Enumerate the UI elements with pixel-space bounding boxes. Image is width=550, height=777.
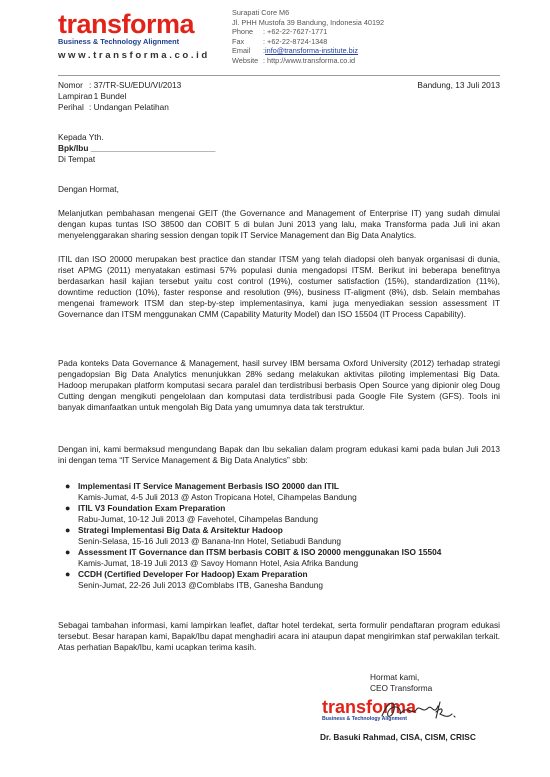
logo-tagline-small: Business & Technology Alignment [322, 716, 408, 722]
list-item [58, 481, 500, 503]
website-value: : http://www.transforma.co.id [263, 55, 356, 65]
phone-label: Phone [232, 27, 254, 37]
letterhead-divider [58, 75, 500, 76]
greeting: Dengan Hormat, [58, 184, 119, 194]
company-building: Surapati Core M6 [232, 8, 290, 17]
recipient-line-2: Bpk/Ibu ___________________________ [58, 143, 216, 153]
event-title: Assessment IT Governance dan ITSM berbasis COBIT & ISO 20000 menggunakan ISO 15504 [78, 547, 442, 557]
bullet-icon: ● [65, 503, 71, 513]
event-detail: Senin-Jumat, 22-26 Juli 2013 @Comblabs ITB, Ganesha Bandung [78, 580, 324, 590]
list-item [58, 503, 500, 525]
event-title: Strategi Implementasi Big Data & Arsitektur Hadoop [78, 525, 283, 535]
recipient-block [58, 132, 215, 165]
nomor-value: : 37/TR-SU/EDU/VI/2013 [89, 80, 182, 90]
event-list [58, 481, 500, 591]
lampiran-label: Lampiran [58, 91, 93, 101]
letterhead-address [232, 8, 384, 66]
signer-name: Dr. Basuki Rahmad, CISA, CISM, CRISC [320, 732, 476, 742]
logo-website: www.transforma.co.id [58, 50, 210, 61]
fax-label: Fax [232, 36, 245, 46]
bullet-icon: ● [65, 547, 71, 557]
company-logo [58, 10, 218, 62]
website-label: Website [232, 55, 259, 65]
list-item [58, 569, 500, 591]
fax-value: : +62-22-8724-1348 [263, 36, 328, 46]
paragraph-3: Pada konteks Data Governance & Management, hasil survey IBM bersama Oxford University (2012) terhadap strategi pengadopsian Big Data Analytics menunjukkan 28% sedang melakukan aktivitas piloting implementasi Big Data. Hadoop merupakan platform komputasi secara paralel dan terdistribusi berbasis Open Source yang dipionir oleg Doug Cutting dengan mengikuti pengelolaan dan komputasi data terdistribusi pada Google File System (GFS). Tools ini banyak dimanfaatkan untuk mengolah Big Data yang umumnya data tak terstruktur. [58, 358, 500, 412]
list-item [58, 525, 500, 547]
nomor-label: Nomor [58, 80, 83, 90]
bullet-icon: ● [65, 481, 71, 491]
recipient-line-3: Di Tempat [58, 154, 96, 164]
bullet-icon: ● [65, 525, 71, 535]
bullet-icon: ● [65, 569, 71, 579]
handwritten-signature [378, 696, 458, 726]
lampiran-value: : 1 Bundel [89, 91, 127, 101]
email-link[interactable]: info@transforma-institute.biz [265, 46, 359, 56]
phone-value: : +62-22-7627-1771 [263, 27, 328, 37]
perihal-label: Perihal [58, 102, 84, 112]
paragraph-2: ITIL dan ISO 20000 merupakan best practice dan standar ITSM yang telah diadopsi oleh banyak organisasi di dunia, riset APMG (2011) menyatakan estimasi 57% populasi dunia mengadopsi ITSM. Berikut ini beberapa benefitnya berdasarkan hasil kajian tersebut yaitu cost control (19%), costumer satisfaction (15%), standardization (11%), downtime reduction (10%), faster response and resolution (9%), business IT-aligment (8%), dsb. Selain membahas mengenai framework ITSM dan step-by-step implementasinya, kami juga menyediakan session assessment IT Governance dan ITSM menggunakan CMM (Capability Maturity Model) dan ISO 15504 (IT Process Capability). [58, 254, 500, 319]
event-detail: Kamis-Jumat, 4-5 Juli 2013 @ Aston Tropicana Hotel, Cihampelas Bandung [78, 492, 357, 502]
paragraph-1: Melanjutkan pembahasan mengenai GEIT (the Governance and Management of Enterprise IT) yang sudah dimulai dengan kupas tuntas ISO 38500 dan COBIT 5 di bulan Juni 2013 yang lalu, maka Transforma pada Juli ini akan menyelenggarakan sharing session dengan topik IT Service Management dan Big Data Analytics. [58, 208, 500, 240]
closing-line-2: CEO Transforma [370, 683, 433, 693]
company-street: Jl. PHH Mustofa 39 Bandung, Indonesia 40192 [232, 17, 385, 27]
event-detail: Kamis-Jumat, 18-19 Juli 2013 @ Savoy Homann Hotel, Asia Afrika Bandung [78, 558, 359, 568]
closing-paragraph: Sebagai tambahan informasi, kami lampirkan leaflet, daftar hotel terdekat, serta formulir pendaftaran program edukasi tersebut. Besar harapan kami, Bapak/Ibu dapat menghadiri acara ini ataupun dapat mengirimkan staf perwakilan terkait. Atas perhatian Bapak/Ibu, kami ucapkan terima kasih. [58, 620, 500, 652]
closing-block [370, 672, 432, 694]
event-detail: Rabu-Jumat, 10-12 Juli 2013 @ Favehotel, Cihampelas Bandung [78, 514, 318, 524]
event-title: CCDH (Certified Developer For Hadoop) Exam Preparation [78, 569, 308, 579]
recipient-line-1: Kepada Yth. [58, 132, 104, 142]
perihal-value: : Undangan Pelatihan [89, 102, 169, 112]
event-detail: Senin-Selasa, 15-16 Juli 2013 @ Banana-Inn Hotel, Setiabudi Bandung [78, 536, 342, 546]
letter-meta [58, 80, 181, 113]
event-title: ITIL V3 Foundation Exam Preparation [78, 503, 226, 513]
list-item [58, 547, 500, 569]
closing-line-1: Hormat kami, [370, 672, 420, 682]
logo-tagline: Business & Technology Alignment [58, 37, 180, 46]
event-title: Implementasi IT Service Management Berbasis ISO 20000 dan ITIL [78, 481, 339, 491]
logo-wordmark-small: transforma [322, 697, 417, 717]
place-date: Bandung, 13 Juli 2013 [417, 80, 500, 90]
logo-wordmark: transforma [58, 9, 195, 39]
email-label: Email [232, 46, 251, 56]
email-separator: : [263, 46, 266, 56]
paragraph-4: Dengan ini, kami bermaksud mengundang Bapak dan Ibu sekalian dalam program edukasi kami pada bulan Juli 2013 ini dengan tema “IT Service Management & Big Data Analytics” sbb: [58, 444, 500, 465]
